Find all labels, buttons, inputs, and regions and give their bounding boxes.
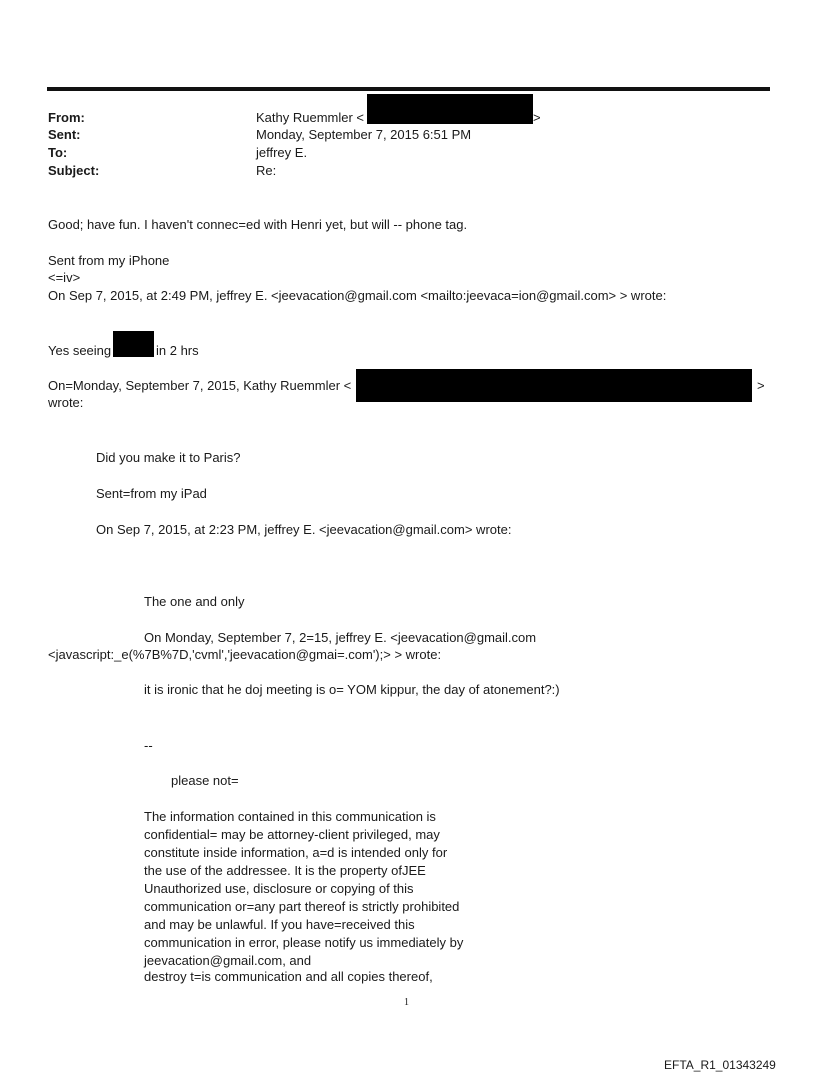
- disclaimer-line: and may be unlawful. If you have=received this: [144, 917, 415, 932]
- disclaimer-line: the use of the addressee. It is the property ofJEE: [144, 863, 426, 878]
- disclaimer-line: communication in error, please notify us immediately by: [144, 935, 464, 950]
- disclaimer-line: destroy t=is communication and all copies thereof,: [144, 969, 433, 984]
- in-2-hrs: in 2 hrs: [156, 343, 199, 358]
- quote-header: On=Monday, September 7, 2015, Kathy Ruemmler <: [48, 378, 352, 393]
- from-value: Kathy Ruemmler <: [256, 110, 365, 125]
- disclaimer-line: The information contained in this communication is: [144, 809, 436, 824]
- disclaimer-line: jeevacation@gmail.com, and: [144, 953, 312, 968]
- disclaimer-line: communication or=any part thereof is strictly prohibited: [144, 899, 460, 914]
- from-label: From:: [48, 110, 85, 125]
- disclaimer-line: confidential= may be attorney-client privileged, may: [144, 827, 440, 842]
- sent-label: Sent:: [48, 127, 81, 142]
- header-rule: [47, 87, 770, 91]
- quote-wrote: wrote:: [48, 395, 84, 410]
- from-close: >: [533, 110, 541, 125]
- page-number: 1: [404, 997, 409, 1008]
- ironic-line: it is ironic that he doj meeting is o= YOM kippur, the day of atonement?:): [144, 682, 560, 697]
- to-label: To:: [48, 145, 68, 160]
- sent-from-ipad: Sent=from my iPad: [96, 486, 207, 501]
- quote-header: On Sep 7, 2015, at 2:23 PM, jeffrey E. <jeevacation@gmail.com> wrote:: [96, 522, 512, 537]
- subject-value: Re:: [256, 163, 277, 178]
- disclaimer-line: constitute inside information, a=d is intended only for: [144, 845, 448, 860]
- quote-header: On Sep 7, 2015, at 2:49 PM, jeffrey E. <jeevacation@gmail.com <mailto:jeevaca=ion@gmail.com> > wrote:: [48, 288, 667, 303]
- paris-question: Did you make it to Paris?: [96, 450, 241, 465]
- sent-value: Monday, September 7, 2015 6:51 PM: [256, 127, 472, 142]
- one-and-only: The one and only: [144, 594, 245, 609]
- to-value: jeffrey E.: [256, 145, 308, 160]
- redaction-block: [356, 369, 752, 402]
- sent-from-iphone: Sent from my iPhone: [48, 253, 170, 268]
- quote-header-close: >: [757, 378, 765, 393]
- body-line: Good; have fun. I haven't connec=ed with Henri yet, but will -- phone tag.: [48, 217, 468, 232]
- please-note: please not=: [171, 773, 239, 788]
- quote-header: On Monday, September 7, 2=15, jeffrey E. <jeevacation@gmail.com: [144, 630, 537, 645]
- iv-tag: <=iv>: [48, 270, 81, 285]
- redaction-block: [367, 94, 533, 124]
- signature-dashes: --: [144, 738, 153, 753]
- disclaimer-line: Unauthorized use, disclosure or copying of this: [144, 881, 414, 896]
- quote-header: <javascript:_e(%7B%7D,'cvml','jeevacation@gmai=.com');> > wrote:: [48, 647, 442, 662]
- redaction-block: [113, 331, 154, 357]
- subject-label: Subject:: [48, 163, 100, 178]
- document-id: EFTA_R1_01343249: [664, 1058, 776, 1072]
- yes-seeing: Yes seeing: [48, 343, 112, 358]
